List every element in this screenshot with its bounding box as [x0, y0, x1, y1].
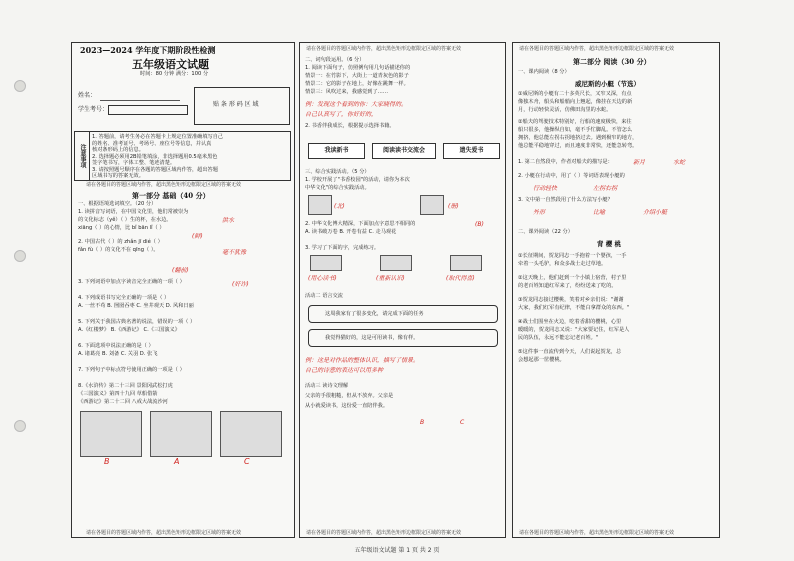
handwritten-answer: 行动轻快: [533, 185, 558, 192]
book-option-button[interactable]: 阅读读书交流会: [372, 143, 436, 159]
area-warning: 请在各题目的答题区域内作答，超出黑色矩形边框限定区域的答案无效: [86, 530, 242, 536]
handwritten-answer: (取代得喜): [446, 275, 475, 282]
question-line: 的文化标志（yě）（ ）生的杯，在水边。: [78, 217, 172, 223]
notice-line: 的姓名、准考证号、考场号、座位号等信息，并认真: [92, 140, 212, 147]
passage-line: 大家，我们红军有纪律，不能白拿群众的东西。": [518, 305, 630, 311]
handwritten-answer: (重新认识): [376, 275, 405, 282]
handwritten-answer: C: [460, 419, 465, 426]
handwritten-answer: (用心读书): [308, 275, 337, 282]
handwritten-answer: (册): [448, 203, 459, 210]
passage-line: 拥挤，他总能左拐右拐地挤过去。遇到极窄的地方，: [518, 135, 638, 141]
section-heading: 活动三 读诗文理解: [305, 383, 349, 389]
story-title: 背 樱 桃: [597, 240, 622, 248]
name-label: 姓名：: [78, 92, 97, 99]
passage-line: 船只很多，他操纵自如，毫不手忙脚乱。不管怎么: [518, 127, 633, 133]
question-line: 3. 文中第一自然段用了什么方法写小艇？: [518, 197, 613, 203]
question-line: 《三国演义》第四十九回 草船借箭: [78, 391, 158, 397]
notice-line: 签字笔书写，字体工整、笔迹清楚。: [92, 160, 176, 166]
question-line: xiāng（ ）的心情，比 bǐ bān lǐ（ ）: [78, 225, 165, 231]
handwritten-answer: B: [420, 419, 425, 426]
handwritten-answer: 外形: [533, 209, 546, 216]
passage-line: 月，行动轻快灵活，仿佛田沟里的水蛇。: [518, 107, 612, 113]
question-line: 8.《水浒传》第二十三回 景阳冈武松打虎: [78, 383, 173, 389]
handwritten-answer: 新月: [633, 159, 646, 166]
handwritten-answer: B: [104, 457, 110, 466]
question-line: 情景一：在竹影下，大街上一道青灰色的影子: [305, 73, 409, 79]
handwritten-answer: 洪水: [222, 217, 235, 224]
passage-line: ③贺龙同志接过樱桃，笑着对乡亲们说："谢谢: [518, 297, 624, 303]
book-option-button[interactable]: 我读新书: [308, 143, 365, 159]
area-warning: 请在各题目的答题区域内作答，超出黑色矩形边框限定区域的答案无效: [519, 530, 675, 536]
character-card-icon: [380, 255, 412, 271]
year-title: 2023—2024 学年度下期阶段性检测: [80, 45, 216, 55]
passage-line: ⑤这件事一直流传到今天，人们说起贺龙，总: [518, 349, 622, 355]
time-info: 时间：80 分钟 满分：100 分: [140, 71, 209, 77]
illustration-scholar-icon: [220, 411, 282, 457]
barcode-label: 贴 条 形 码 区 域: [213, 101, 259, 108]
passage-line: 民的队伍，永远不能忘记老百姓。": [518, 335, 599, 341]
question-line: 1. 读拼音写词语，在中国文化里，他们常被崇为: [78, 209, 189, 215]
question-line: 3. 学习了下面的字，完成练习。: [305, 245, 380, 251]
question-line: 2. 中华文化博大精深，下面加点字意思不相同的: [305, 221, 416, 227]
handwritten-answer: (奸诈): [232, 281, 249, 288]
part2-title: 第二部分 阅读（30 分）: [573, 57, 651, 66]
passage-line: 暖暖的，贺龙同志又说："大家要记住，红军是人: [518, 327, 630, 333]
main-title: 五年级语文试题: [132, 58, 209, 71]
area-warning: 请在各题目的答题区域内作答，超出黑色矩形边框限定区域的答案无效: [306, 46, 462, 52]
passage-line: 像独木舟，船头和船艄向上翘起，像挂在天边的新: [518, 99, 633, 105]
handwritten-answer: 自己认真写了，你好好的，: [305, 111, 378, 118]
question-line: 《西游记》第二十二回 八戒大战流沙河: [78, 399, 168, 405]
question-heading: 二、词句段运用。（6 分）: [305, 57, 365, 63]
question-line: 1. 阅读下面句子，仿照例句用几句话描述你的: [305, 65, 411, 71]
passage-line: ①长征期间，贺龙同志一手抱着一个婴孩，一手: [518, 253, 627, 259]
question-line: 1. 学校开展了"书香校园"的活动，请你为本次: [305, 177, 410, 183]
question-line: 3. 下列词语中加点字读音完全正确的一项（ ）: [78, 279, 185, 285]
question-line: 情景二：它的影子在地上，好像在跳舞一样。: [305, 81, 409, 87]
handwritten-answer: 毫不犹豫: [222, 249, 247, 256]
passage-line: ②这天晚上，他们赶到一个小镇上宿营，村子里: [518, 275, 627, 281]
question-line: 1. 第二自然段中，作者对船夫的描写是：: [518, 159, 613, 165]
speech-text: 这周我家有了很多变化，请完成下面的任务: [325, 311, 424, 317]
part1-title: 第一部分 基础（40 分）: [132, 191, 210, 200]
illustration-warrior-icon: [80, 411, 142, 457]
question-heading: 三、综合实践活动。（5 分）: [305, 169, 370, 175]
question-line: 4. 下列成语书写完全正确的一项是（ ）: [78, 295, 170, 301]
question-line: 7. 下列句子中标点符号使用正确的一项是（ ）: [78, 367, 185, 373]
illustration-horseman-icon: [150, 411, 212, 457]
passage-line: ④战士们围坐在火边，吃着香甜的樱桃，心里: [518, 319, 622, 325]
handwritten-answer: 比喻: [593, 209, 606, 216]
section-heading: 二、课外阅读（22 分）: [518, 229, 573, 235]
book-option-button[interactable]: 遗失爱书: [443, 143, 500, 159]
passage-line: 的老百姓知道红军来了，纷纷送来了吃的。: [518, 283, 617, 289]
question-line: 5. 下列关于我国古典名著的说法，错误的一项（ ）: [78, 319, 196, 325]
story-title: 威尼斯的小艇（节选）: [575, 80, 640, 88]
handwritten-answer: 左拐右拐: [593, 185, 618, 192]
question-heading: 一、根据语境选词填空。（20 分）: [78, 201, 157, 207]
question-line: A. 读书破万卷 B. 开卷有益 C. 走马观花: [305, 229, 397, 235]
notice-line: 3. 请按照题号顺序在各题的答题区域内作答，超出答题: [92, 166, 218, 173]
notice-box: [74, 131, 291, 181]
handwritten-answer: A: [174, 457, 180, 466]
binding-hole-icon: [14, 80, 26, 92]
ancient-character-icon: [308, 195, 332, 215]
character-card-icon: [450, 255, 482, 271]
area-warning: 请在各题目的答题区域内作答，超出黑色矩形边框限定区域的答案无效: [306, 530, 462, 536]
passage-line: ①威尼斯的小艇有二十多英尺长，又窄又深，有点: [518, 91, 632, 97]
section-heading: 一、课内阅读（8 分）: [518, 69, 570, 75]
handwritten-answer: 介绍小艇: [643, 209, 668, 216]
handwritten-answer: 例：这是对作品的整体认识，描写了情景。: [305, 357, 420, 364]
handwritten-answer: 水蛇: [673, 159, 686, 166]
question-line: A. 诸葛亮 B. 刘备 C. 关羽 D. 张飞: [78, 351, 158, 357]
handwritten-answer: (B): [475, 221, 484, 228]
binding-hole-icon: [14, 420, 26, 432]
question-line: 6. 下面选项中说法正确的是（ ）: [78, 343, 154, 349]
handwritten-answer: (鲜): [192, 233, 203, 240]
passage-line: 牵着一头毛驴，和众多战士走过草地。: [518, 261, 607, 267]
question-line: 2. 书香伴我成长，根据提示选择书籍。: [305, 123, 395, 129]
name-field[interactable]: [100, 100, 180, 101]
speech-bubble: [308, 305, 498, 323]
question-line: 中华文化"的综合实践活动。: [305, 185, 370, 191]
handwritten-answer: (北): [334, 203, 345, 210]
barcode-area: [194, 87, 290, 125]
speech-text: 我觉得猫好的，这是可用读书，像有样。: [325, 335, 419, 341]
answer-column-1: [71, 42, 295, 538]
question-line: 父亲的手很粗糙，但从不放弃。父亲是: [305, 393, 394, 399]
student-id-grid[interactable]: [108, 105, 188, 115]
handwritten-answer: C: [244, 457, 250, 466]
handwritten-answer: 自己的诗意的表达可以用多种: [305, 367, 384, 374]
notice-line: 核对条形码上的信息。: [92, 147, 144, 153]
answer-column-2: [299, 42, 506, 538]
handwritten-answer: (翻前): [172, 267, 189, 274]
question-line: 情景三：风吹过来，我感觉到了……: [305, 89, 389, 95]
ancient-character-icon: [420, 195, 444, 215]
notice-line: 1. 答题前，请考生务必在答题卡上规定位置准确填写自己: [92, 134, 224, 140]
question-line: 从小就爱读书，这份爱一直陪伴我。: [305, 403, 389, 409]
area-warning: 请在各题目的答题区域内作答，超出黑色矩形边框限定区域的答案无效: [519, 46, 675, 52]
notice-label: 注意事项: [75, 132, 90, 180]
answer-column-3: [512, 42, 720, 538]
speech-bubble: [308, 329, 498, 347]
page-footer: 五年级语文试题 第 1 页 共 2 页: [354, 547, 440, 554]
passage-line: 他总能平稳地穿过，而且速度非常快，还能急转弯。: [518, 143, 638, 149]
seat-label: 学生考号：: [78, 106, 109, 113]
handwritten-answer: 例：发现这个看到的你：大家晓得的。: [305, 101, 408, 108]
area-warning: 请在各题目的答题区域内作答，超出黑色矩形边框限定区域的答案无效: [86, 182, 242, 188]
question-line: 2. 小艇在行动中，用了（ ）等词语表现小艇的: [518, 173, 625, 179]
question-line: 2. 中国古代（ ）的 zhǎn jī dié（ ）: [78, 239, 163, 245]
question-line: fǎn fù（ ）的文化不在 qīng（ ）。: [78, 247, 159, 253]
notice-line: 2. 选择题必须用2B铅笔填涂，非选择题用0.5毫米黑色: [92, 153, 218, 160]
section-heading: 活动二 语言交流: [305, 293, 343, 299]
character-card-icon: [310, 255, 342, 271]
passage-line: ②船夫的驾驶技术特别好，行船的速度极快，来往: [518, 119, 632, 125]
passage-line: 会想起那一筐樱桃。: [518, 357, 565, 363]
question-line: A. 一丝不苟 B. 囫囵吞枣 C. 坐井观天 D. 风和日丽: [78, 303, 194, 309]
question-line: A.《红楼梦》 B.《西游记》 C.《三国演义》: [78, 327, 180, 333]
notice-line: 区域书写的答案无效。: [92, 173, 144, 179]
binding-hole-icon: [14, 250, 26, 262]
